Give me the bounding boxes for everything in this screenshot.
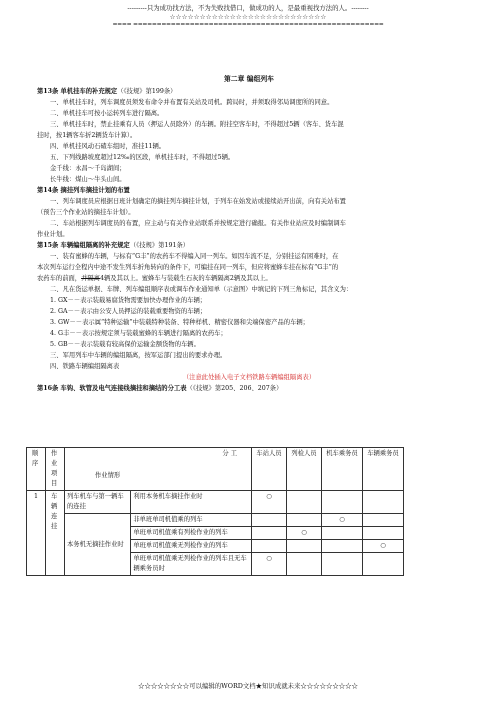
header-motto: ---------只为成功找方法，不为失败找借口，做成功的人，是最重视找方法的人。-------- [127, 4, 369, 12]
cell-mark: ○ [252, 553, 287, 576]
cell-mark: ○ [252, 491, 287, 514]
s15-line: 一、装有蜜蜂的车辆，与标有“G丰”的农药车不得编入同一列车。如因车流不足，分别挂运有困难时，在 [50, 253, 339, 260]
s15-line: 二、凡在货运单据、车牌、列车编组顺序表或调车作业通知单（示意图）中填记的下列三角标记，其含义为： [50, 286, 353, 293]
footer-banner: ☆☆☆☆☆☆☆☆可以编辑的WORD文档★知识成就未来☆☆☆☆☆☆☆☆☆ [138, 682, 358, 690]
th-division: 分 工 [65, 448, 252, 471]
th-work-situation: 作业情形 [65, 470, 252, 491]
s13-line: 长牛线：煤山～牛头山间。 [50, 176, 126, 183]
s15-line: 4. G丰－－表示按规定须与装载蜜蜂的车辆进行隔离的农药车； [50, 330, 227, 337]
s15-line: 2. GA－－表示由公安人员押运的装载重要物资的车辆； [50, 308, 207, 315]
th-inspection-staff: 列检人员 [287, 448, 322, 491]
cell-mark: ○ [322, 514, 363, 527]
s14-line: 作业计划。 [37, 231, 69, 238]
chapter-title: 第二章 编组列车 [224, 75, 274, 83]
section-13-title: 第13条 单机挂车的补充规定（《技规》第199条） [37, 88, 177, 95]
group-no-shunting: 本务机无摘挂作业时 [65, 514, 131, 576]
header-rule: ==== ===================================================== [112, 21, 384, 28]
situation-single-no-crew: 单班单司机值乘无列检作业的列车且无车辆乘务员时 [131, 553, 252, 576]
row-work-item: 车辆连挂 [46, 491, 65, 576]
row-number: 1 [27, 491, 46, 576]
s15-line: 四、铁路车辆编组隔离表 [50, 363, 120, 370]
header-stars: ☆☆☆☆☆☆☆☆☆☆☆☆☆☆☆☆☆☆☆☆☆☆☆☆☆☆ [169, 13, 327, 21]
s13-line: 三、单机挂车时，禁止挂乘有人员（押运人员除外）的车辆。附挂空客车时，不得超过5辆（客车、货车混 [50, 121, 344, 128]
th-loco-crew: 机车乘务员 [322, 448, 363, 491]
s13-line: 金千线：永昌～千岛湖间； [50, 165, 126, 172]
s15-line: 3. GW－－表示属“特种运输”中装载特种装备、特种样机、精密仪器和尖端保密产品的车辆； [50, 319, 309, 326]
s13-line: 一、单机挂车时，列车调度员须发布命令并布置有关站及司机。跨局时，并须取得邻局调度所的同意。 [50, 99, 334, 106]
red-insert-note: （注意此处插入电子文档铁路车辆编组隔离表） [182, 374, 316, 381]
th-seq: 顺序 [27, 448, 46, 491]
s13-line: 五、下列线路坡度超过12‰的区段，单机挂车时，不得超过5辆。 [50, 154, 235, 161]
s14-line: 二、车站根据列车调度员的布置，应主动与有关作业站联系并按规定进行确报。有关作业站应及时编制调车 [50, 220, 346, 227]
s14-line: 一、列车调度员应根据日班计划确定的摘挂列车摘挂计划，于列车在始发站或接续站开出前，向有关站布置 [50, 198, 346, 205]
cell-mark: ○ [363, 540, 404, 553]
struck-text: 并隔离 [81, 275, 100, 282]
situation-single-no-inspection: 单班单司机值乘无列检作业的列车 [131, 540, 252, 553]
section-15-title: 第15条 车辆编组隔离的补充规定（《技规》第191条） [37, 242, 190, 249]
situation-non-single: 非单班单司机值乘的列车 [131, 514, 252, 527]
s15-line: 农药车的前面，并隔离4辆及其以上。蜜蜂车与装载生石灰的车辆隔离2辆及其以上。 [37, 275, 272, 282]
cell-mark: ○ [287, 527, 322, 540]
division-table [26, 447, 404, 576]
s15-line: 本次列车运行全程内中途不发生列车折角转向的条件下，可编挂在同一列车，但应将蜜蜂车挂在标有“G丰”的 [37, 264, 339, 271]
section-16-title: 第16条 车钩、软管及电气连接线摘挂和摘结的分工表（《技规》第205、206、207条） [37, 385, 283, 392]
th-work-items: 作业项目 [46, 448, 65, 491]
s15-line: 三、军用列车中车辆的编组隔离，按军运部门提出的要求办理。 [50, 352, 227, 359]
th-vehicle-crew: 车辆乘务员 [363, 448, 404, 491]
s15-line: 5. GB－－表示装载有较高保价运输金额货物的车辆。 [50, 341, 200, 348]
s15-line: 1. GX－－表示装载易腐货物需要加快办理作业的车辆； [50, 297, 207, 304]
group-first-car: 列车机车与第一辆车的连挂 [65, 491, 131, 514]
s13-line: 二、单机挂车可按小运转列车进行隔离。 [50, 110, 164, 117]
th-station-staff: 车站人员 [252, 448, 287, 491]
s13-line: 四、单机挂风动石碴车组时，准挂11辆。 [50, 143, 166, 150]
section-14-title: 第14条 摘挂列车摘挂计划的布置 [37, 187, 130, 194]
s13-line: 挂时，按1辆客车折2辆货车计算）。 [37, 132, 137, 139]
situation-single-with-inspection: 单班单司机值乘有列检作业的列车 [131, 527, 252, 540]
s14-line: （预告三个作业站的摘挂车计划）。 [37, 209, 135, 216]
document-body [37, 74, 461, 394]
situation-own-loco: 利用本务机车摘挂作业时 [131, 491, 252, 514]
